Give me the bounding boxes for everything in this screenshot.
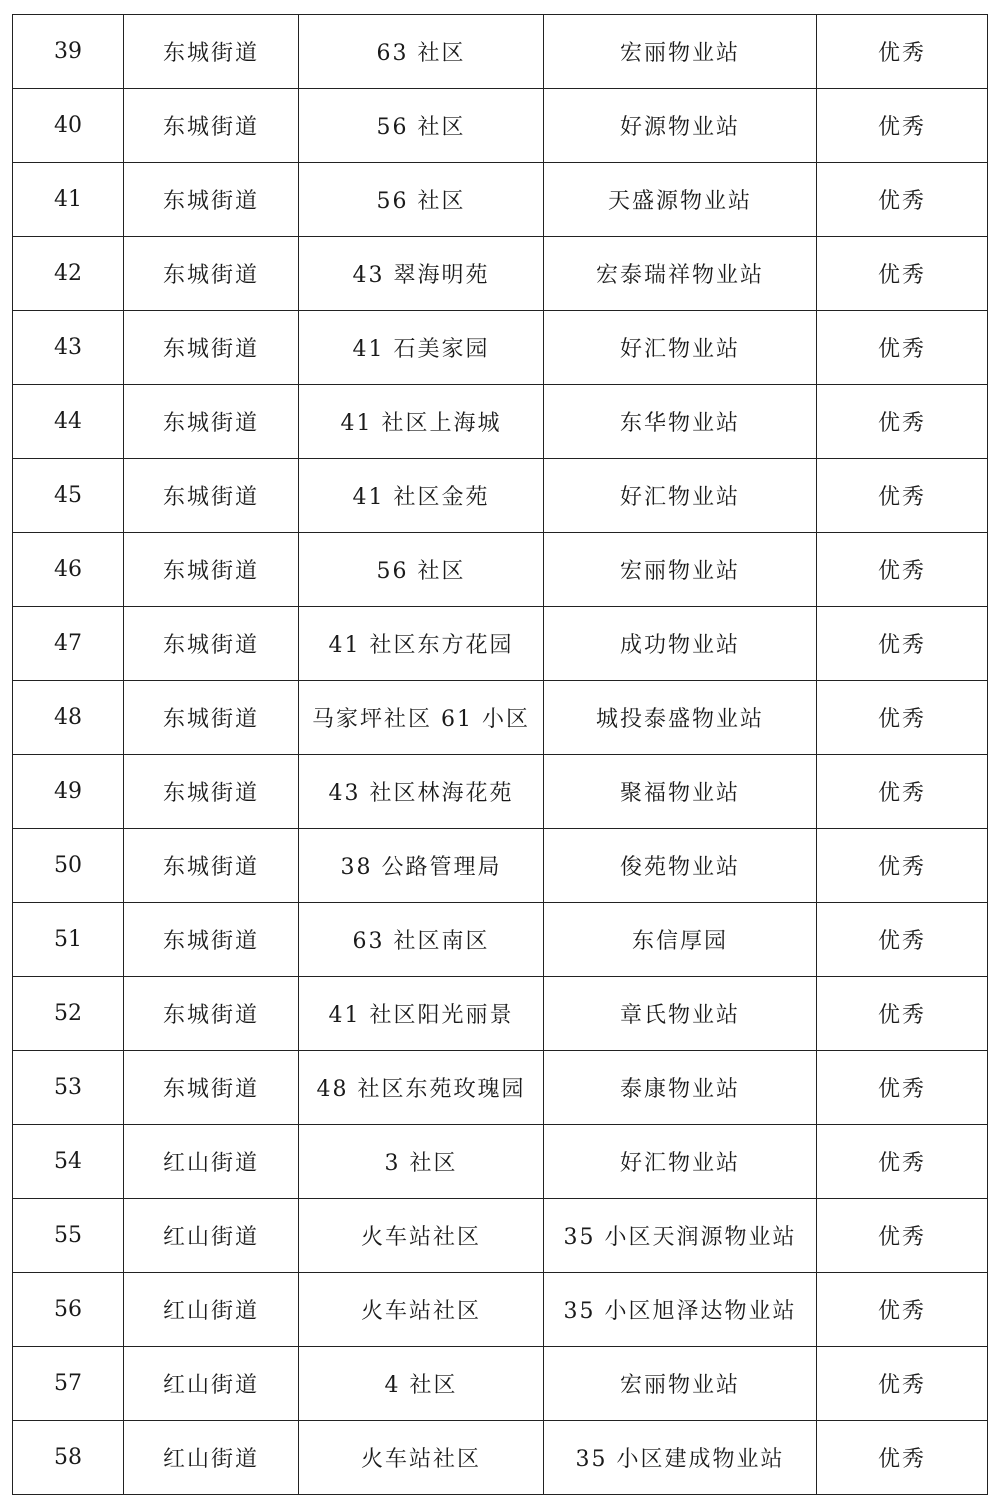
community-cell: 56 社区 (299, 89, 544, 163)
row-number-cell: 49 (13, 755, 124, 829)
row-number-cell: 48 (13, 681, 124, 755)
street-cell: 红山街道 (124, 1273, 299, 1347)
row-number-cell: 53 (13, 1051, 124, 1125)
row-number-cell: 57 (13, 1347, 124, 1421)
table-row (13, 311, 988, 385)
row-number-cell: 39 (13, 15, 124, 89)
property-station-rating-table (12, 14, 988, 1495)
rating-cell: 优秀 (817, 15, 988, 89)
table-row (13, 607, 988, 681)
property-station-cell: 成功物业站 (544, 607, 817, 681)
street-cell: 东城街道 (124, 607, 299, 681)
community-cell: 火车站社区 (299, 1421, 544, 1495)
row-number-cell: 45 (13, 459, 124, 533)
community-cell: 41 社区东方花园 (299, 607, 544, 681)
property-station-cell: 35 小区旭泽达物业站 (544, 1273, 817, 1347)
community-cell: 38 公路管理局 (299, 829, 544, 903)
rating-cell: 优秀 (817, 681, 988, 755)
property-station-cell: 35 小区建成物业站 (544, 1421, 817, 1495)
community-cell: 43 翠海明苑 (299, 237, 544, 311)
rating-cell: 优秀 (817, 1421, 988, 1495)
table-row (13, 15, 988, 89)
row-number-cell: 50 (13, 829, 124, 903)
row-number-cell: 46 (13, 533, 124, 607)
table-row (13, 163, 988, 237)
community-cell: 41 社区金苑 (299, 459, 544, 533)
community-cell: 56 社区 (299, 163, 544, 237)
community-cell: 63 社区 (299, 15, 544, 89)
street-cell: 东城街道 (124, 977, 299, 1051)
property-station-cell: 好源物业站 (544, 89, 817, 163)
property-station-cell: 宏丽物业站 (544, 1347, 817, 1421)
property-station-cell: 俊苑物业站 (544, 829, 817, 903)
row-number-cell: 43 (13, 311, 124, 385)
rating-cell: 优秀 (817, 607, 988, 681)
property-station-cell: 章氏物业站 (544, 977, 817, 1051)
table-row (13, 755, 988, 829)
row-number-cell: 55 (13, 1199, 124, 1273)
row-number-cell: 41 (13, 163, 124, 237)
table-row (13, 1347, 988, 1421)
street-cell: 东城街道 (124, 237, 299, 311)
table-row (13, 1051, 988, 1125)
table-row (13, 385, 988, 459)
table-row (13, 1199, 988, 1273)
rating-cell: 优秀 (817, 1125, 988, 1199)
rating-cell: 优秀 (817, 163, 988, 237)
property-station-cell: 东华物业站 (544, 385, 817, 459)
document-table-container (12, 14, 987, 1495)
row-number-cell: 42 (13, 237, 124, 311)
property-station-cell: 天盛源物业站 (544, 163, 817, 237)
row-number-cell: 40 (13, 89, 124, 163)
row-number-cell: 44 (13, 385, 124, 459)
community-cell: 火车站社区 (299, 1273, 544, 1347)
street-cell: 东城街道 (124, 681, 299, 755)
row-number-cell: 51 (13, 903, 124, 977)
property-station-cell: 聚福物业站 (544, 755, 817, 829)
property-station-cell: 好汇物业站 (544, 311, 817, 385)
table-row (13, 829, 988, 903)
property-station-cell: 35 小区天润源物业站 (544, 1199, 817, 1273)
rating-cell: 优秀 (817, 755, 988, 829)
community-cell: 马家坪社区 61 小区 (299, 681, 544, 755)
table-row (13, 1273, 988, 1347)
table-row (13, 681, 988, 755)
row-number-cell: 52 (13, 977, 124, 1051)
table-row (13, 1421, 988, 1495)
street-cell: 东城街道 (124, 89, 299, 163)
table-row (13, 237, 988, 311)
rating-cell: 优秀 (817, 311, 988, 385)
community-cell: 41 石美家园 (299, 311, 544, 385)
row-number-cell: 54 (13, 1125, 124, 1199)
community-cell: 56 社区 (299, 533, 544, 607)
community-cell: 41 社区上海城 (299, 385, 544, 459)
rating-cell: 优秀 (817, 89, 988, 163)
property-station-cell: 好汇物业站 (544, 1125, 817, 1199)
property-station-cell: 宏泰瑞祥物业站 (544, 237, 817, 311)
street-cell: 东城街道 (124, 829, 299, 903)
street-cell: 红山街道 (124, 1125, 299, 1199)
street-cell: 红山街道 (124, 1347, 299, 1421)
street-cell: 东城街道 (124, 1051, 299, 1125)
row-number-cell: 47 (13, 607, 124, 681)
community-cell: 火车站社区 (299, 1199, 544, 1273)
community-cell: 43 社区林海花苑 (299, 755, 544, 829)
property-station-cell: 宏丽物业站 (544, 15, 817, 89)
rating-cell: 优秀 (817, 977, 988, 1051)
property-station-cell: 宏丽物业站 (544, 533, 817, 607)
property-station-cell: 泰康物业站 (544, 1051, 817, 1125)
table-row (13, 89, 988, 163)
rating-cell: 优秀 (817, 1347, 988, 1421)
street-cell: 东城街道 (124, 311, 299, 385)
table-body (13, 15, 988, 1495)
community-cell: 63 社区南区 (299, 903, 544, 977)
street-cell: 红山街道 (124, 1199, 299, 1273)
rating-cell: 优秀 (817, 903, 988, 977)
rating-cell: 优秀 (817, 1051, 988, 1125)
street-cell: 东城街道 (124, 15, 299, 89)
street-cell: 东城街道 (124, 459, 299, 533)
rating-cell: 优秀 (817, 237, 988, 311)
property-station-cell: 城投泰盛物业站 (544, 681, 817, 755)
property-station-cell: 好汇物业站 (544, 459, 817, 533)
table-row (13, 977, 988, 1051)
street-cell: 东城街道 (124, 163, 299, 237)
community-cell: 4 社区 (299, 1347, 544, 1421)
rating-cell: 优秀 (817, 459, 988, 533)
street-cell: 东城街道 (124, 903, 299, 977)
street-cell: 东城街道 (124, 533, 299, 607)
street-cell: 东城街道 (124, 385, 299, 459)
row-number-cell: 56 (13, 1273, 124, 1347)
community-cell: 3 社区 (299, 1125, 544, 1199)
rating-cell: 优秀 (817, 533, 988, 607)
community-cell: 41 社区阳光丽景 (299, 977, 544, 1051)
row-number-cell: 58 (13, 1421, 124, 1495)
property-station-cell: 东信厚园 (544, 903, 817, 977)
table-row (13, 903, 988, 977)
table-row (13, 1125, 988, 1199)
community-cell: 48 社区东苑玫瑰园 (299, 1051, 544, 1125)
rating-cell: 优秀 (817, 1273, 988, 1347)
street-cell: 红山街道 (124, 1421, 299, 1495)
rating-cell: 优秀 (817, 385, 988, 459)
table-row (13, 459, 988, 533)
table-row (13, 533, 988, 607)
rating-cell: 优秀 (817, 1199, 988, 1273)
rating-cell: 优秀 (817, 829, 988, 903)
street-cell: 东城街道 (124, 755, 299, 829)
